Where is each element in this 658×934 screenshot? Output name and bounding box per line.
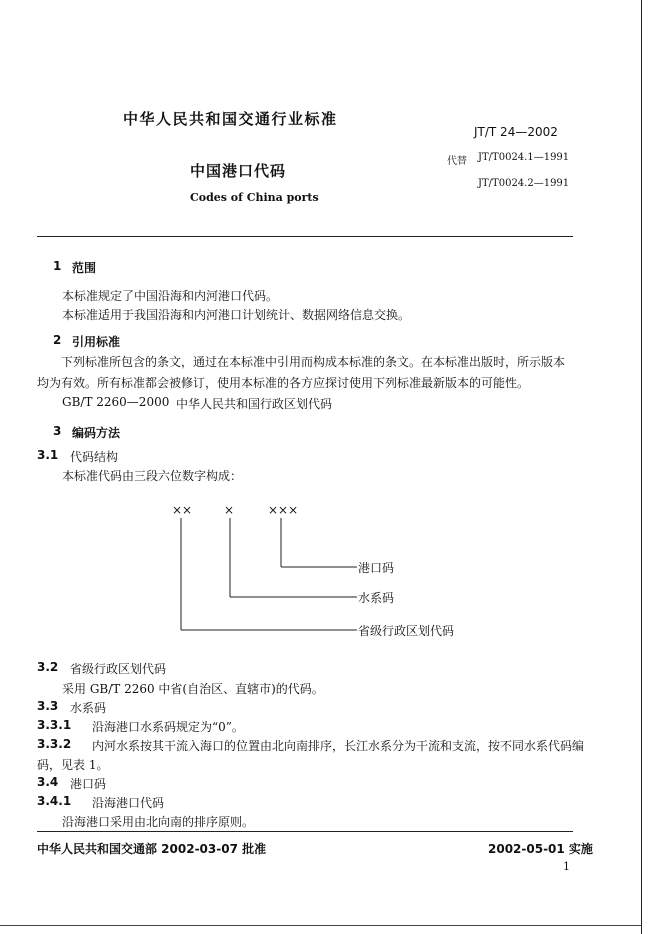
section-2-title: 引用标准 [72,335,121,349]
section-1-title: 范围 [72,261,97,275]
replaces-label: 代替 [447,156,467,167]
diagram-mark-port: ××× [268,503,299,517]
section-3-3-1-number: 3.3.1 [37,718,72,732]
diagram-mark-water: × [224,503,235,517]
section-3-3-title: 水系码 [70,701,107,715]
footer-approval: 中华人民共和国交通部 2002-03-07 批准 [37,842,267,856]
diagram-label-port: 港口码 [358,561,395,575]
replaces-code-2: JT/T0024.2—1991 [478,178,570,189]
section-3-4-number: 3.4 [37,775,59,789]
section-1-para-1: 本标准规定了中国沿海和内河港口代码。 [62,289,279,303]
org-title: 中华人民共和国交通行业标准 [123,110,338,128]
section-3-2-para: 采用 GB/T 2260 中省(自治区、直辖市)的代码。 [62,682,324,696]
diagram-mark-province: ×× [172,503,193,517]
section-3-3-2-text: 内河水系按其干流入海口的位置由北向南排序，长江水系分为干流和支流，按不同水系代码编 [92,739,585,753]
title-en: Codes of China ports [190,191,319,204]
section-3-4-title: 港口码 [70,777,107,791]
footer-effective-date: 2002-05-01 实施 [488,842,593,856]
section-3-4-1-number: 3.4.1 [37,794,72,808]
diagram-label-province: 省级行政区划代码 [358,624,455,638]
section-2-para: 下列标准所包含的条文，通过在本标准中引用而构成本标准的条文。在本标准出版时，所示版本均为有效。所有标准都会被修订，使用本标准的各方应探讨使用下列标准最新版本的可能性。 [37,355,566,390]
section-3-3-number: 3.3 [37,699,59,713]
page-edge-bottom [0,925,641,926]
section-3-title: 编码方法 [72,426,121,440]
footer-rule [37,831,573,832]
title-cn: 中国港口代码 [190,162,287,180]
section-3-1-para: 本标准代码由三段六位数字构成： [62,469,243,483]
reference-code: GB/T 2260—2000 [62,395,170,409]
section-3-2-number: 3.2 [37,660,59,674]
section-3-3-1-text: 沿海港口水系码规定为“0”。 [92,720,244,734]
replaces-code-1: JT/T0024.1—1991 [478,152,570,163]
section-1-para-2: 本标准适用于我国沿海和内河港口计划统计、数据网络信息交换。 [62,308,411,322]
reference-title: 中华人民共和国行政区划代码 [176,397,333,411]
section-3-1-number: 3.1 [37,448,59,462]
section-3-4-1-para: 沿海港口采用由北向南的排序原则。 [62,815,255,829]
section-2-number: 2 [53,333,62,347]
section-1-number: 1 [53,259,62,273]
section-3-4-1-title: 沿海港口代码 [92,796,165,810]
page-edge-right [641,0,642,934]
page-number: 1 [563,860,570,873]
section-3-3-2-number: 3.3.2 [37,737,72,751]
section-3-number: 3 [53,424,62,438]
section-3-3-2-text-cont: 码，见表 1。 [37,758,109,772]
diagram-label-water: 水系码 [358,591,395,605]
standard-number: JT/T 24—2002 [474,125,558,139]
section-3-1-title: 代码结构 [70,450,119,464]
section-3-2-title: 省级行政区划代码 [70,662,167,676]
